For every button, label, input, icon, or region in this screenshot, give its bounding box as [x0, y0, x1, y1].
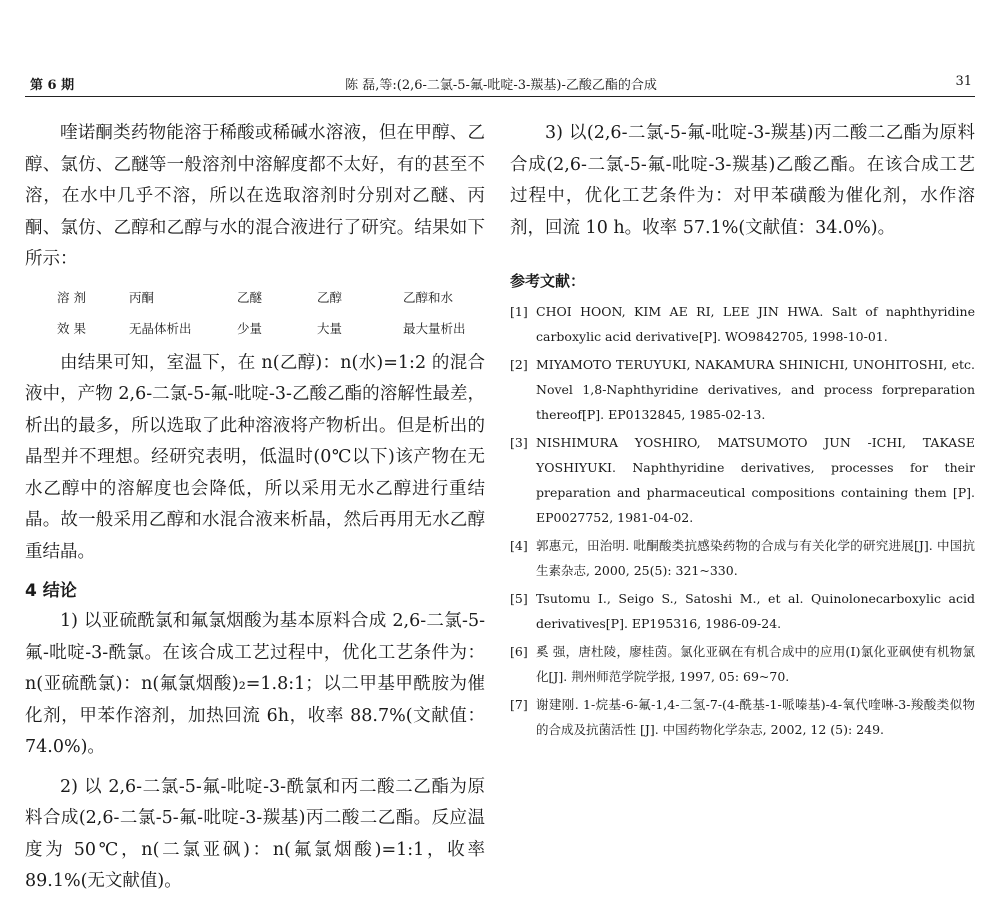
- table-row: [25, 315, 466, 346]
- list-item: [510, 430, 975, 530]
- table-cell: 乙醚: [237, 289, 263, 305]
- table-cell: 效 果: [57, 320, 86, 336]
- header-rule: [25, 96, 975, 97]
- reference-text: 奚 强，唐杜陵，廖桂茵。氯化亚砜在有机合成中的应用(Ⅰ)氯化亚砜使有机物氯化[J]. 荆州师范学院学报, 1997, 05: 69~70.: [536, 644, 975, 684]
- list-item: [510, 639, 975, 689]
- reference-text: Tsutomu I., Seigo S., Satoshi M., et al. Quinolonecarboxylic acid derivatives[P]. EP195316, 1986-09-24.: [536, 591, 975, 631]
- reference-text: MIYAMOTO TERUYUKI, NAKAMURA SHINICHI, UNOHITOSHI, etc. Novel 1,8-Naphthyridine derivatives, and process forpreparation thereof[P]. EP0132845, 1985-02-13.: [536, 357, 975, 422]
- reference-number: [3]: [510, 435, 528, 450]
- issue-number: 第 6 期: [30, 78, 75, 93]
- reference-number: [1]: [510, 304, 528, 319]
- references-heading: 参考文献：: [510, 272, 586, 290]
- table-cell: 溶 剂: [57, 289, 86, 305]
- solvent-results-table: [25, 284, 466, 346]
- intro-paragraph: 喹诺酮类药物能溶于稀酸或稀碱水溶液，但在甲醇、乙醇、氯仿、乙醚等一般溶剂中溶解度都不太好，有的甚至不溶，在水中几乎不溶，所以在选取溶剂时分别对乙醚、丙酮、氯仿、乙醇和乙醇与水的混合液进行了研究。结果如下所示：: [25, 123, 485, 269]
- left-column: [25, 118, 485, 906]
- reference-list: [510, 299, 975, 742]
- table-row: [25, 284, 466, 315]
- reference-text: CHOI HOON, KIM AE RI, LEE JIN HWA. Salt of naphthyridine carboxylic acid derivative[P]. WO9842705, 1998-10-01.: [536, 304, 975, 344]
- conclusion-3: 3) 以(2,6-二氯-5-氟-吡啶-3-羰基)丙二酸二乙酯为原料合成(2,6-二氯-5-氟-吡啶-3-羰基)乙酸乙酯。在该合成工艺过程中，优化工艺条件为：对甲苯磺酸为催化剂，水作溶剂，回流 10 h。收率 57.1%(文献值：34.0%)。: [510, 123, 975, 238]
- conclusion-2: 2) 以 2,6-二氯-5-氟-吡啶-3-酰氯和丙二酸二乙酯为原料合成(2,6-二氯-5-氟-吡啶-3-羰基)丙二酸二乙酯。反应温度为 50℃，n(二氯亚砜)：n(氟氯烟酸)=1:1，收率 89.1%(无文献值)。: [25, 776, 485, 891]
- list-item: [510, 299, 975, 349]
- list-item: [510, 533, 975, 583]
- reference-text: 谢建刚. 1-烷基-6-氟-1,4-二氢-7-(4-酰基-1-哌嗪基)-4-氧代喹啉-3-羧酸类似物的合成及抗菌活性 [J]. 中国药物化学杂志, 2002, 12 (5): 249.: [536, 697, 975, 737]
- list-item: [510, 352, 975, 427]
- page-number: 31: [955, 74, 972, 89]
- table-cell: 少量: [237, 320, 263, 336]
- reference-number: [2]: [510, 357, 528, 372]
- table-cell: 乙醇和水: [403, 289, 454, 305]
- list-item: [510, 586, 975, 636]
- results-paragraph: 由结果可知，室温下，在 n(乙醇)：n(水)=1:2 的混合液中，产物 2,6-二氯-5-氟-吡啶-3-乙酸乙酯的溶解性最差，析出的最多，所以选取了此种溶液将产物析出。但是析出的晶型并不理想。经研究表明，低温时(0℃以下)该产物在无水乙醇中的溶解度也会降低，所以采用无水乙醇进行重结晶。故一般采用乙醇和水混合液来析晶，然后再用无水乙醇重结晶。: [25, 352, 485, 562]
- conclusion-1: 1) 以亚硫酰氯和氟氯烟酸为基本原料合成 2,6-二氯-5-氟-吡啶-3-酰氯。在该合成工艺过程中，优化工艺条件为：n(亚硫酰氯)：n(氟氯烟酸)₂=1.8:1；以二甲基甲酰胺为催化剂，甲苯作溶剂，加热回流 6h，收率 88.7%(文献值：74.0%)。: [25, 611, 485, 757]
- page-header: [30, 74, 972, 94]
- reference-number: [4]: [510, 538, 528, 553]
- table-cell: 最大量析出: [403, 320, 466, 336]
- running-title: 陈 磊,等:(2,6-二氯-5-氟-吡啶-3-羰基)-乙酸乙酯的合成: [345, 78, 657, 93]
- list-item: [510, 692, 975, 742]
- table-cell: 丙酮: [129, 289, 155, 305]
- table-cell: 无晶体析出: [129, 320, 192, 336]
- right-column: [510, 118, 975, 745]
- reference-number: [5]: [510, 591, 528, 606]
- reference-text: 郭惠元，田治明. 吡酮酸类抗感染药物的合成与有关化学的研究进展[J]. 中国抗生素杂志, 2000, 25(5): 321~330.: [536, 538, 975, 578]
- reference-text: NISHIMURA YOSHIRO, MATSUMOTO JUN -ICHI, TAKASE YOSHIYUKI. Naphthyridine derivatives, processes for their preparation and pharmaceutical compositions containing them [P]. EP0027752, 1981-04-02.: [536, 435, 975, 525]
- table-cell: 乙醇: [317, 289, 343, 305]
- table-cell: 大量: [317, 320, 343, 336]
- reference-number: [6]: [510, 644, 528, 659]
- section-heading: 4 结论: [25, 581, 77, 601]
- reference-number: [7]: [510, 697, 528, 712]
